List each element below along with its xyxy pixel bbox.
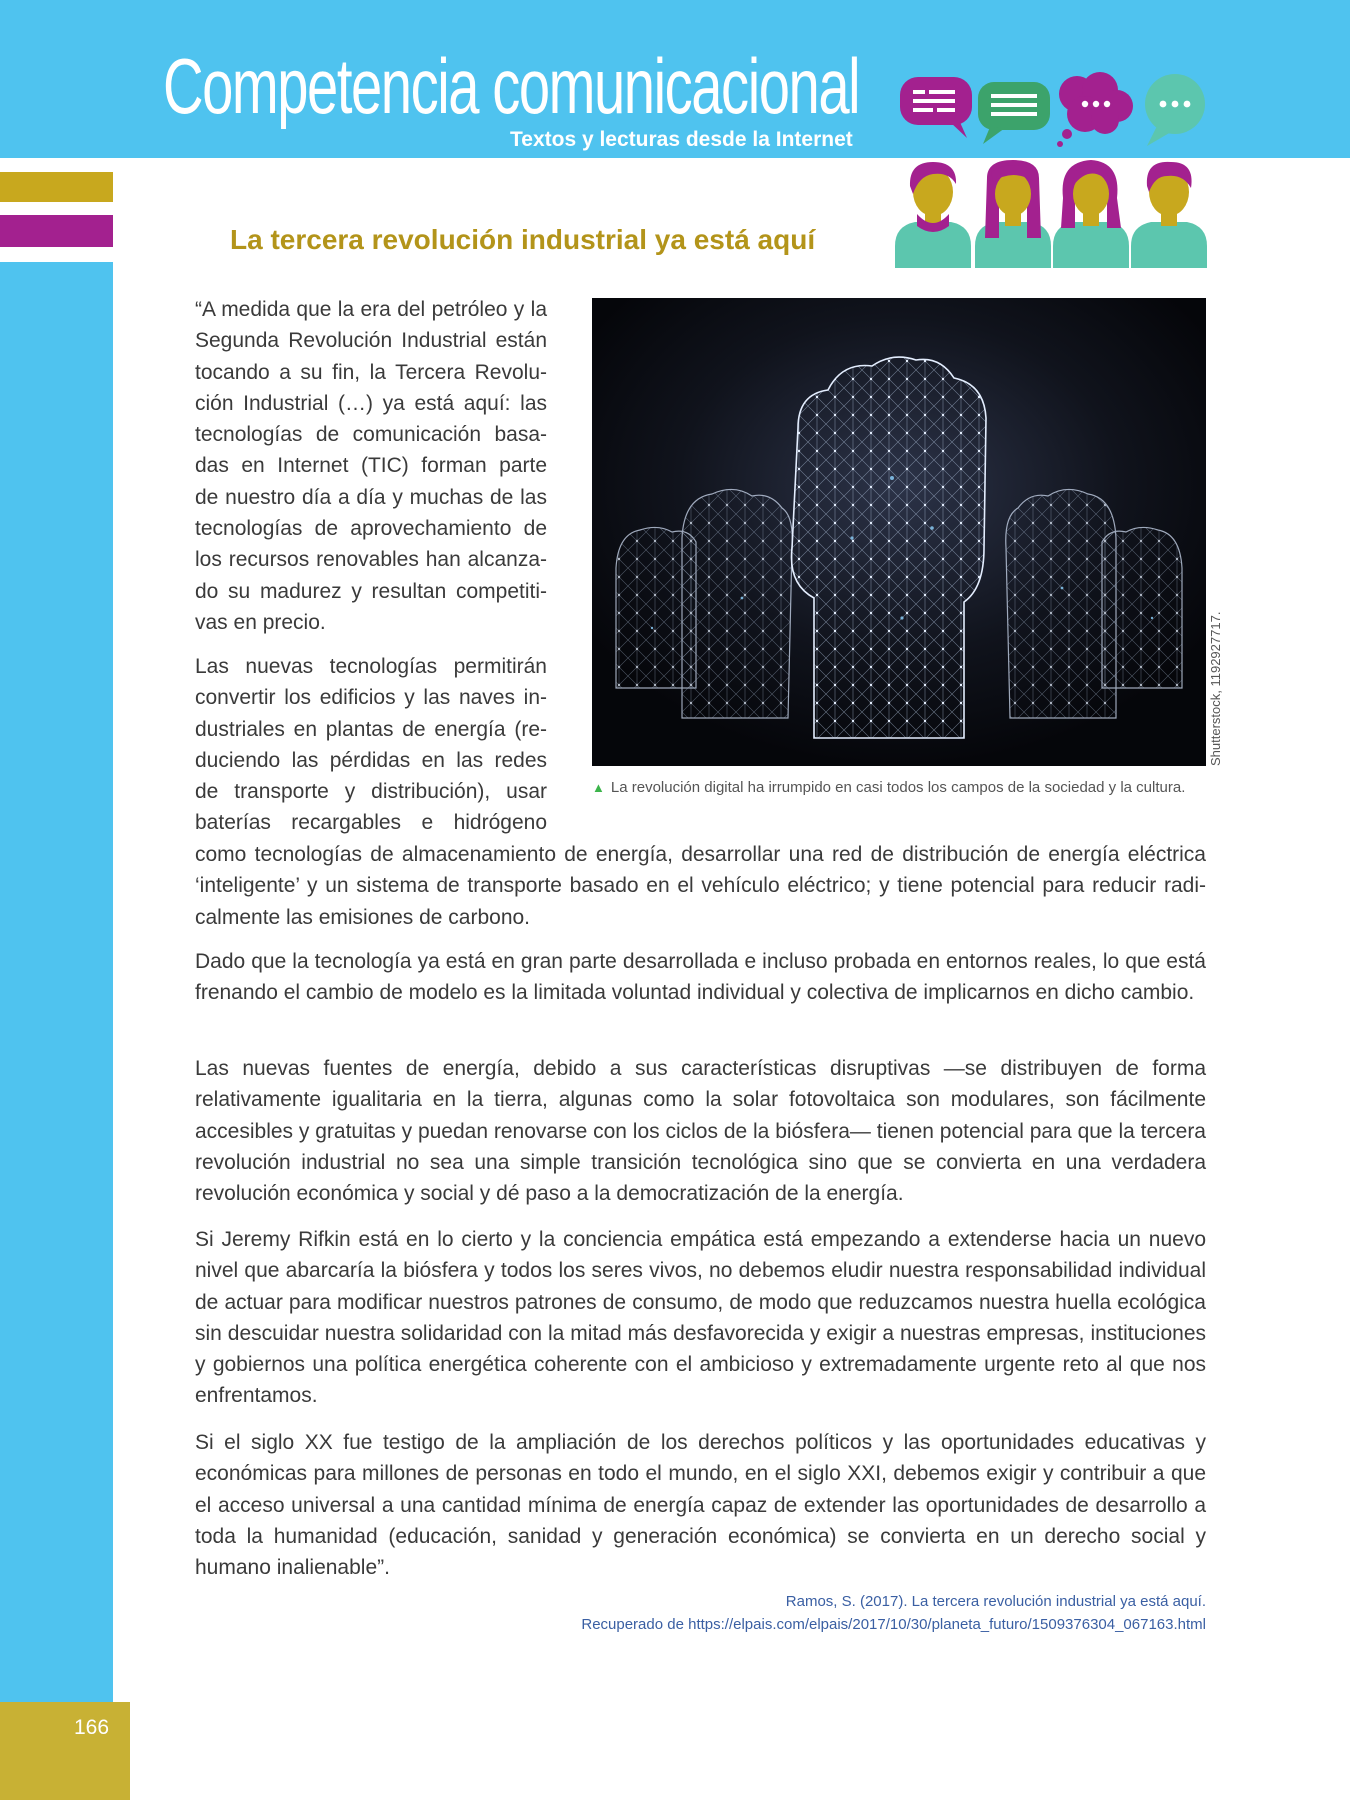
text-line: de nuestro día a día y muchas de las <box>195 485 547 509</box>
person-4-icon <box>1131 162 1207 268</box>
caption-text: La revolución digital ha irrumpido en casi todos los campos de la sociedad y la cultura. <box>610 779 1186 796</box>
people-icon <box>895 158 1207 268</box>
text-line: como tecnologías de almacenamiento de energía, desarrollar una red de distribución de energía eléctrica <box>195 843 1206 866</box>
text-line: Las nuevas tecnologías permitirán <box>195 655 547 678</box>
paragraph-6: Si el siglo XX fue testigo de la ampliación de los derechos políticos y las oportunidades educativas y económicas para millones de personas en todo el mundo, en el siglo XXI, debemos exigir y contribuir a que el acceso universal a una cantidad mínima de energía capaz de extender las oportunidades de desarrollo a toda la humanidad (educación, sanidad y generación económica) se convierta en un derecho social y humano inalienable”. <box>195 1431 1206 1580</box>
decor-stripe-gold <box>0 172 113 202</box>
footer-block <box>0 1702 130 1800</box>
text-line: baterías recargables e hidrógeno <box>195 811 547 835</box>
paragraph-5: Si Jeremy Rifkin está en lo cierto y la conciencia empática está empezando a extenderse hacia un nuevo nivel que abarcaría la biósfera y todos los seres vivos, no debemos eludir nuestra responsabilidad individual de actuar para modificar nuestros patrones de consumo, de modo que reduzcamos nuestra huella ecológica sin descuidar nuestra solidaridad con la mitad más desfavorecida y exigir a nuestras empresas, instituciones y gobiernos una política energética coherente con el ambicioso y extremadamente urgente reto al que nos enfrentamos. <box>195 1228 1206 1408</box>
person-3-icon <box>1053 160 1129 268</box>
side-bar <box>0 262 113 1702</box>
text-line: vas en precio. <box>195 610 326 634</box>
text-line: ción Industrial (…) ya está aquí: las <box>195 391 547 415</box>
text-line: de transporte y distribución), usar <box>195 780 547 804</box>
paragraph-1 <box>195 294 547 638</box>
chat-bubble-teal-icon <box>1145 74 1205 146</box>
triangle-icon: ▲ <box>592 780 605 795</box>
paragraph-2 <box>195 651 547 839</box>
text-line: “A medida que la era del petróleo y la <box>195 298 547 321</box>
paragraph-2-continued <box>195 839 1206 933</box>
text-line: tocando a su fin, la Tercera Revolu- <box>195 360 547 384</box>
article-photo <box>592 298 1206 766</box>
text-line: convertir los edificios y las naves in- <box>195 686 547 710</box>
header-title: Competencia comunicacional <box>163 42 860 130</box>
person-1-icon <box>895 162 971 268</box>
text-line: ‘inteligente’ y un sistema de transporte basado en el vehículo eléctrico; y tiene potencial para reducir radi- <box>195 874 1206 898</box>
text-line: duciendo las pérdidas en las redes <box>195 748 547 772</box>
photo-caption <box>592 779 1185 796</box>
text-line: das en Internet (TIC) forman parte <box>195 454 547 478</box>
raised-fists-image <box>592 298 1206 766</box>
paragraph-4: Las nuevas fuentes de energía, debido a sus características disruptivas —se distribuyen de forma relativamente igualitaria en la tierra, algunas como la solar fotovoltaica son modulares, son fácilmente accesibles y gratuitas y puedan renovarse con los ciclos de la biósfera— tienen potencial para que la tercera revolución industrial no sea una simple transición tecnológica sino que se convierta en una verdadera revolución económica y social y dé paso a la democratización de la energía. <box>195 1057 1206 1206</box>
article-title: La tercera revolución industrial ya está aquí <box>230 224 816 255</box>
decor-stripe-purple <box>0 215 113 247</box>
person-2-icon <box>975 160 1051 268</box>
text-line: tecnologías de aprovechamiento de <box>195 517 547 541</box>
citation-line-2[interactable]: Recuperado de https://elpais.com/elpais/2017/10/30/planeta_futuro/1509376304_067163.html <box>581 1616 1206 1633</box>
text-line: tecnologías de comunicación basa- <box>195 423 547 447</box>
page-number: 166 <box>74 1716 110 1739</box>
header-subtitle: Textos y lecturas desde la Internet <box>510 128 853 151</box>
paragraph-3: Dado que la tecnología ya está en gran parte desarrollada e incluso probada en entornos reales, lo que está frenando el cambio de modelo es la limitada voluntad individual y colectiva de implicarnos en dicho cambio. <box>195 950 1206 1005</box>
chat-bubble-purple-icon <box>900 77 972 138</box>
text-line: Segunda Revolución Industrial están <box>195 329 547 353</box>
citation-line-1: Ramos, S. (2017). La tercera revolución industrial ya está aquí. <box>785 1593 1206 1610</box>
chat-bubbles-icon <box>895 72 1215 152</box>
chat-bubble-green-icon <box>978 82 1050 144</box>
chat-cloud-purple-icon <box>1057 72 1133 147</box>
text-line: do su madurez y resultan competiti- <box>195 579 547 603</box>
text-line: los recursos renovables han alcanza- <box>195 548 547 572</box>
photo-credit: Shutterstock, 1192927717. <box>1208 611 1223 766</box>
text-line: calmente las emisiones de carbono. <box>195 905 531 929</box>
citation <box>581 1590 1206 1636</box>
text-line: dustriales en plantas de energía (re- <box>195 717 547 741</box>
